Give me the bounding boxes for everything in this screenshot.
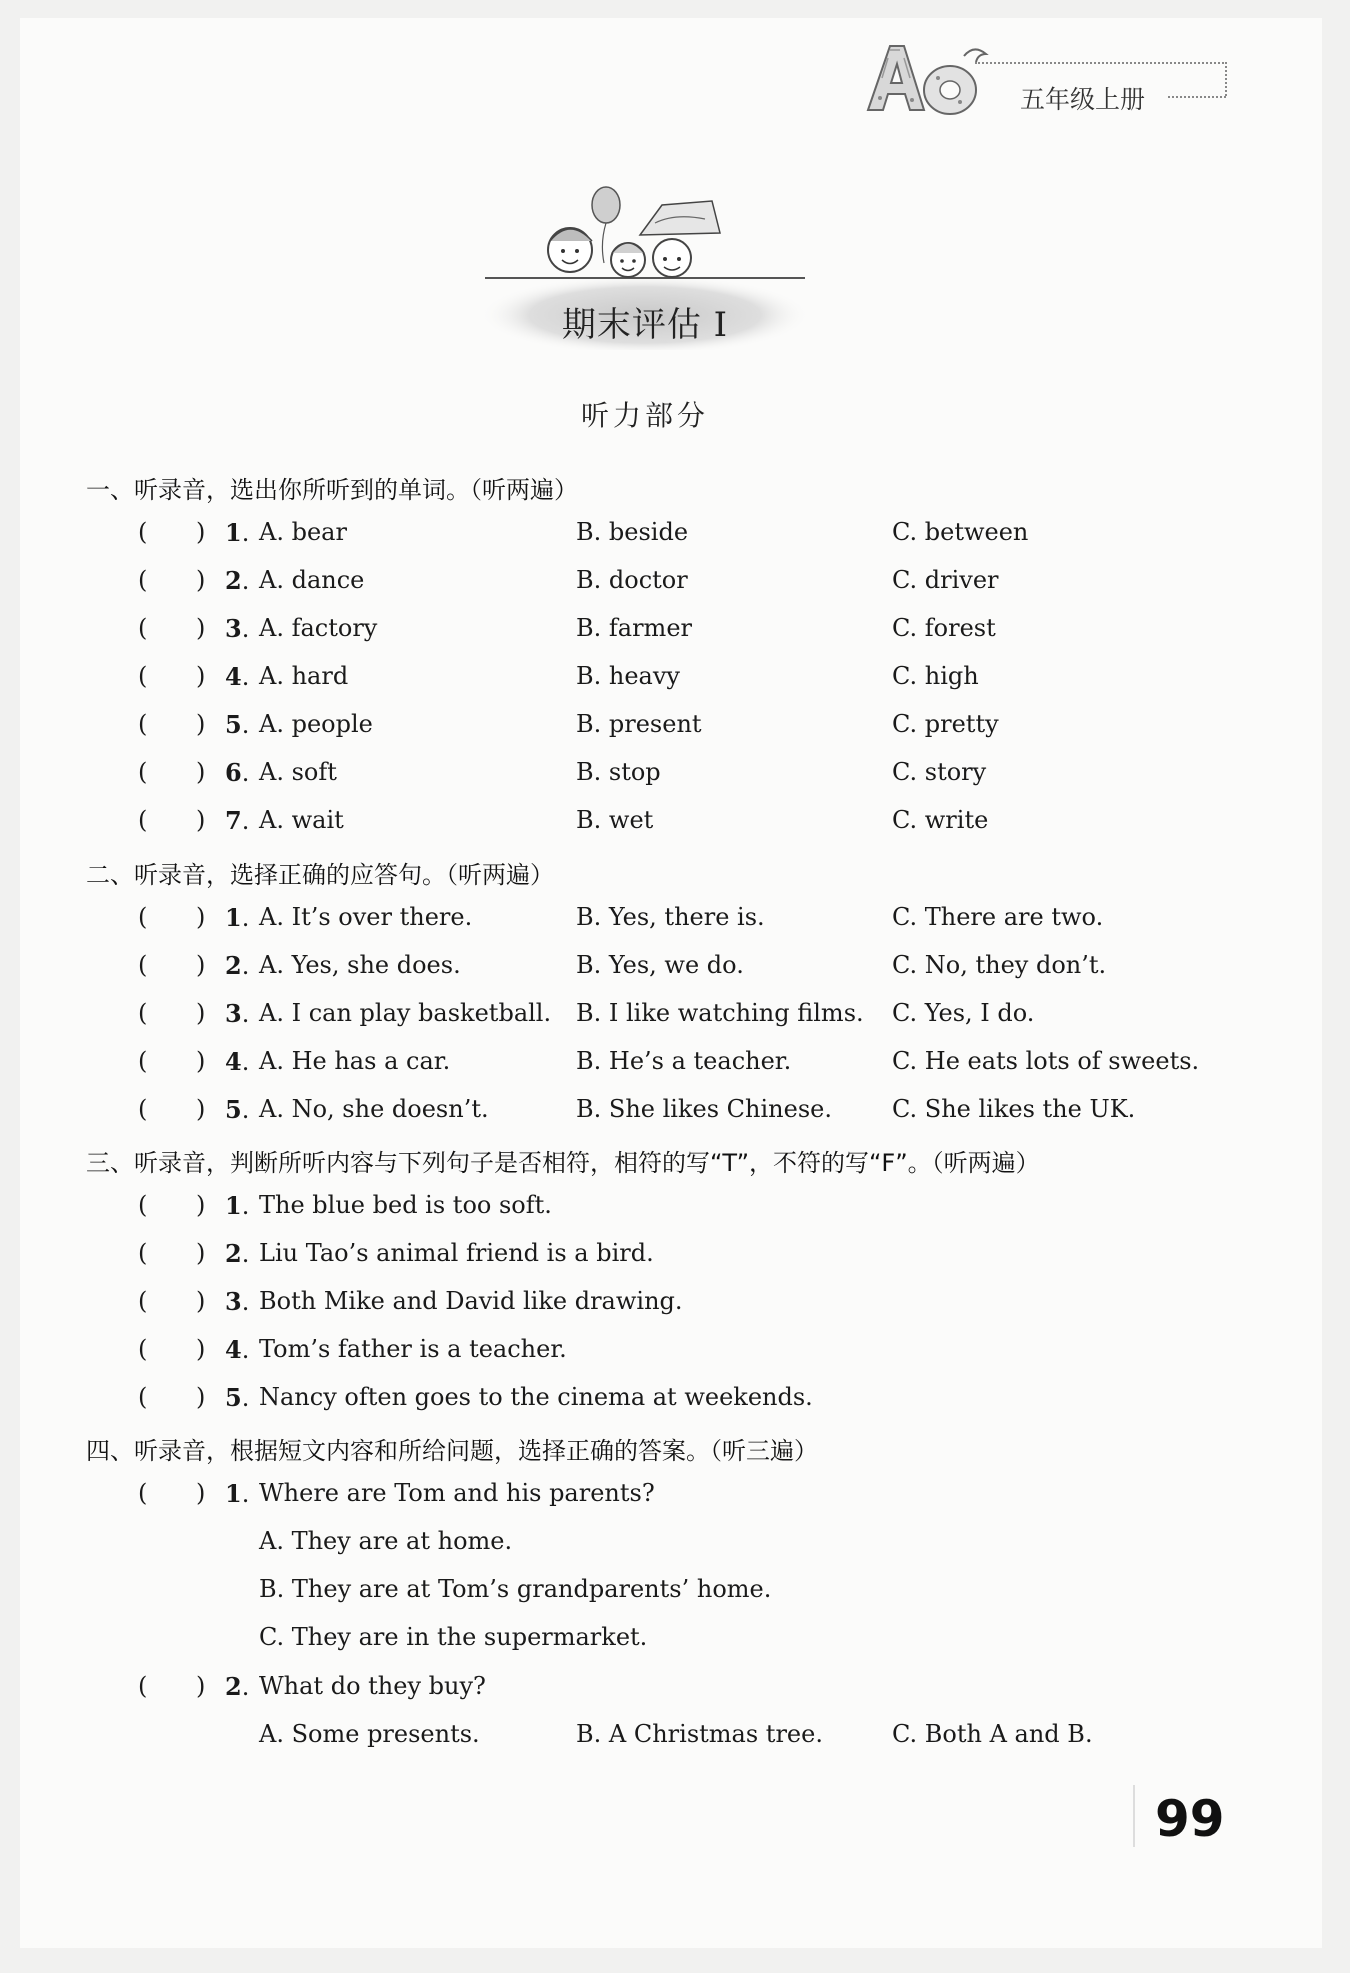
answer-blank-right-paren: ): [196, 1239, 206, 1267]
answer-blank-right-paren: ): [196, 903, 206, 931]
option-a: A. bear: [259, 518, 347, 546]
part3-item: [0, 1287, 1350, 1327]
item-number: 4.: [225, 1047, 250, 1076]
answer-blank-right-paren: ): [196, 999, 206, 1027]
part2-heading: 二、听录音，选择正确的应答句。（听两遍）: [86, 861, 554, 889]
item-number: 3.: [225, 999, 250, 1028]
part4-question: [0, 1479, 1350, 1519]
answer-blank-left-paren: (: [138, 1672, 148, 1700]
option-b: B. I like watching films.: [576, 999, 864, 1027]
item-number: 1.: [225, 1479, 250, 1508]
option-b: B. beside: [576, 518, 689, 546]
part1-item: [0, 806, 1350, 846]
answer-blank-left-paren: (: [138, 999, 148, 1027]
part3-item: [0, 1335, 1350, 1375]
option-a: A. factory: [259, 614, 378, 642]
option-a: A. Yes, she does.: [259, 951, 461, 979]
part2-item: [0, 951, 1350, 991]
answer-blank-left-paren: (: [138, 518, 148, 546]
option-a: A. hard: [259, 662, 349, 690]
answer-blank-right-paren: ): [196, 951, 206, 979]
item-number: 2.: [225, 566, 250, 595]
part3-item: [0, 1239, 1350, 1279]
option-a: A. soft: [259, 758, 337, 786]
item-number: 7.: [225, 806, 250, 835]
statement-text: Nancy often goes to the cinema at weekends.: [259, 1383, 813, 1411]
option-c: C. There are two.: [892, 903, 1104, 931]
answer-blank-right-paren: ): [196, 1479, 206, 1507]
option-a: A. No, she doesn’t.: [259, 1095, 489, 1123]
answer-blank-right-paren: ): [196, 614, 206, 642]
header-dotted-line: [975, 62, 1227, 64]
item-number: 2.: [225, 951, 250, 980]
answer-blank-left-paren: (: [138, 614, 148, 642]
option-c: C. Both A and B.: [892, 1720, 1093, 1748]
answer-blank-left-paren: (: [138, 1287, 148, 1315]
part2-item: [0, 1047, 1350, 1087]
answer-blank-left-paren: (: [138, 1239, 148, 1267]
page-number: 99: [1155, 1790, 1225, 1848]
statement-text: Liu Tao’s animal friend is a bird.: [259, 1239, 654, 1267]
statement-text: Both Mike and David like drawing.: [259, 1287, 683, 1315]
part4-options: [0, 1720, 1350, 1760]
answer-blank-left-paren: (: [138, 1047, 148, 1075]
answer-blank-left-paren: (: [138, 806, 148, 834]
answer-blank-left-paren: (: [138, 1335, 148, 1363]
item-number: 5.: [225, 710, 250, 739]
answer-blank-left-paren: (: [138, 1479, 148, 1507]
answer-blank-left-paren: (: [138, 662, 148, 690]
part2-item: [0, 999, 1350, 1039]
part4-question: [0, 1672, 1350, 1712]
ab-logo-icon: [860, 38, 995, 118]
option-b: B. He’s a teacher.: [576, 1047, 792, 1075]
question-text: What do they buy?: [259, 1672, 486, 1700]
option-b: B. stop: [576, 758, 661, 786]
option-b: B. She likes Chinese.: [576, 1095, 832, 1123]
option-b: B. They are at Tom’s grandparents’ home.: [259, 1575, 772, 1603]
section-title: 听力部分: [580, 399, 709, 432]
option-c: C. He eats lots of sweets.: [892, 1047, 1200, 1075]
answer-blank-right-paren: ): [196, 1672, 206, 1700]
option-b: B. present: [576, 710, 702, 738]
item-number: 1.: [225, 518, 250, 547]
answer-blank-left-paren: (: [138, 951, 148, 979]
option-c: C. between: [892, 518, 1029, 546]
answer-blank-left-paren: (: [138, 710, 148, 738]
option-c: C. No, they don’t.: [892, 951, 1107, 979]
part4-heading: 四、听录音，根据短文内容和所给问题，选择正确的答案。（听三遍）: [86, 1437, 818, 1465]
answer-blank-left-paren: (: [138, 758, 148, 786]
item-number: 4.: [225, 662, 250, 691]
answer-blank-right-paren: ): [196, 1191, 206, 1219]
option-c: C. They are in the supermarket.: [259, 1623, 648, 1651]
option-c: C. driver: [892, 566, 999, 594]
item-number: 4.: [225, 1335, 250, 1364]
answer-blank-right-paren: ): [196, 806, 206, 834]
option-a: A. people: [259, 710, 373, 738]
part2-item: [0, 1095, 1350, 1135]
answer-blank-right-paren: ): [196, 1383, 206, 1411]
item-number: 1.: [225, 903, 250, 932]
option-b: B. doctor: [576, 566, 688, 594]
header-dotted-line: [1225, 62, 1227, 96]
option-b: B. Yes, there is.: [576, 903, 765, 931]
item-number: 1.: [225, 1191, 250, 1220]
option-c: C. She likes the UK.: [892, 1095, 1136, 1123]
option-c: C. pretty: [892, 710, 999, 738]
item-number: 3.: [225, 1287, 250, 1316]
grade-label: 五年级上册: [1020, 85, 1146, 114]
option-c: C. story: [892, 758, 987, 786]
option-c: C. Yes, I do.: [892, 999, 1035, 1027]
item-number: 5.: [225, 1383, 250, 1412]
assessment-title: 期末评估 I: [561, 305, 729, 345]
part3-item: [0, 1383, 1350, 1423]
answer-blank-right-paren: ): [196, 566, 206, 594]
part3-item: [0, 1191, 1350, 1231]
answer-blank-right-paren: ): [196, 1287, 206, 1315]
statement-text: Tom’s father is a teacher.: [259, 1335, 567, 1363]
answer-blank-left-paren: (: [138, 1383, 148, 1411]
part1-item: [0, 662, 1350, 702]
option-b: B. Yes, we do.: [576, 951, 744, 979]
question-text: Where are Tom and his parents?: [259, 1479, 655, 1507]
option-b: B. A Christmas tree.: [576, 1720, 823, 1748]
option-a: A. Some presents.: [259, 1720, 480, 1748]
item-number: 5.: [225, 1095, 250, 1124]
option-b: B. farmer: [576, 614, 692, 642]
statement-text: The blue bed is too soft.: [259, 1191, 552, 1219]
part1-heading: 一、听录音，选出你所听到的单词。（听两遍）: [86, 476, 578, 504]
option-b: B. heavy: [576, 662, 680, 690]
part1-item: [0, 518, 1350, 558]
option-b: B. wet: [576, 806, 654, 834]
header-dotted-line: [1168, 96, 1226, 98]
page-number-divider: [1133, 1785, 1135, 1847]
part2-item: [0, 903, 1350, 943]
option-a: A. wait: [259, 806, 344, 834]
item-number: 2.: [225, 1239, 250, 1268]
item-number: 3.: [225, 614, 250, 643]
option-a: A. He has a car.: [259, 1047, 451, 1075]
option-c: C. forest: [892, 614, 996, 642]
answer-blank-right-paren: ): [196, 758, 206, 786]
part1-item: [0, 566, 1350, 606]
part1-item: [0, 710, 1350, 750]
option-a: A. It’s over there.: [259, 903, 473, 931]
item-number: 2.: [225, 1672, 250, 1701]
answer-blank-left-paren: (: [138, 566, 148, 594]
part1-item: [0, 758, 1350, 798]
answer-blank-left-paren: (: [138, 903, 148, 931]
answer-blank-right-paren: ): [196, 1335, 206, 1363]
answer-blank-left-paren: (: [138, 1095, 148, 1123]
option-a: A. dance: [259, 566, 365, 594]
part3-heading: 三、听录音，判断所听内容与下列句子是否相符，相符的写“T”，不符的写“F”。（听两遍）: [86, 1149, 1040, 1177]
item-number: 6.: [225, 758, 250, 787]
option-c: C. write: [892, 806, 989, 834]
answer-blank-right-paren: ): [196, 1047, 206, 1075]
answer-blank-left-paren: (: [138, 1191, 148, 1219]
option-c: C. high: [892, 662, 979, 690]
part1-item: [0, 614, 1350, 654]
option-a: A. I can play basketball.: [259, 999, 552, 1027]
answer-blank-right-paren: ): [196, 1095, 206, 1123]
answer-blank-right-paren: ): [196, 662, 206, 690]
answer-blank-right-paren: ): [196, 710, 206, 738]
option-a: A. They are at home.: [259, 1527, 513, 1555]
answer-blank-right-paren: ): [196, 518, 206, 546]
